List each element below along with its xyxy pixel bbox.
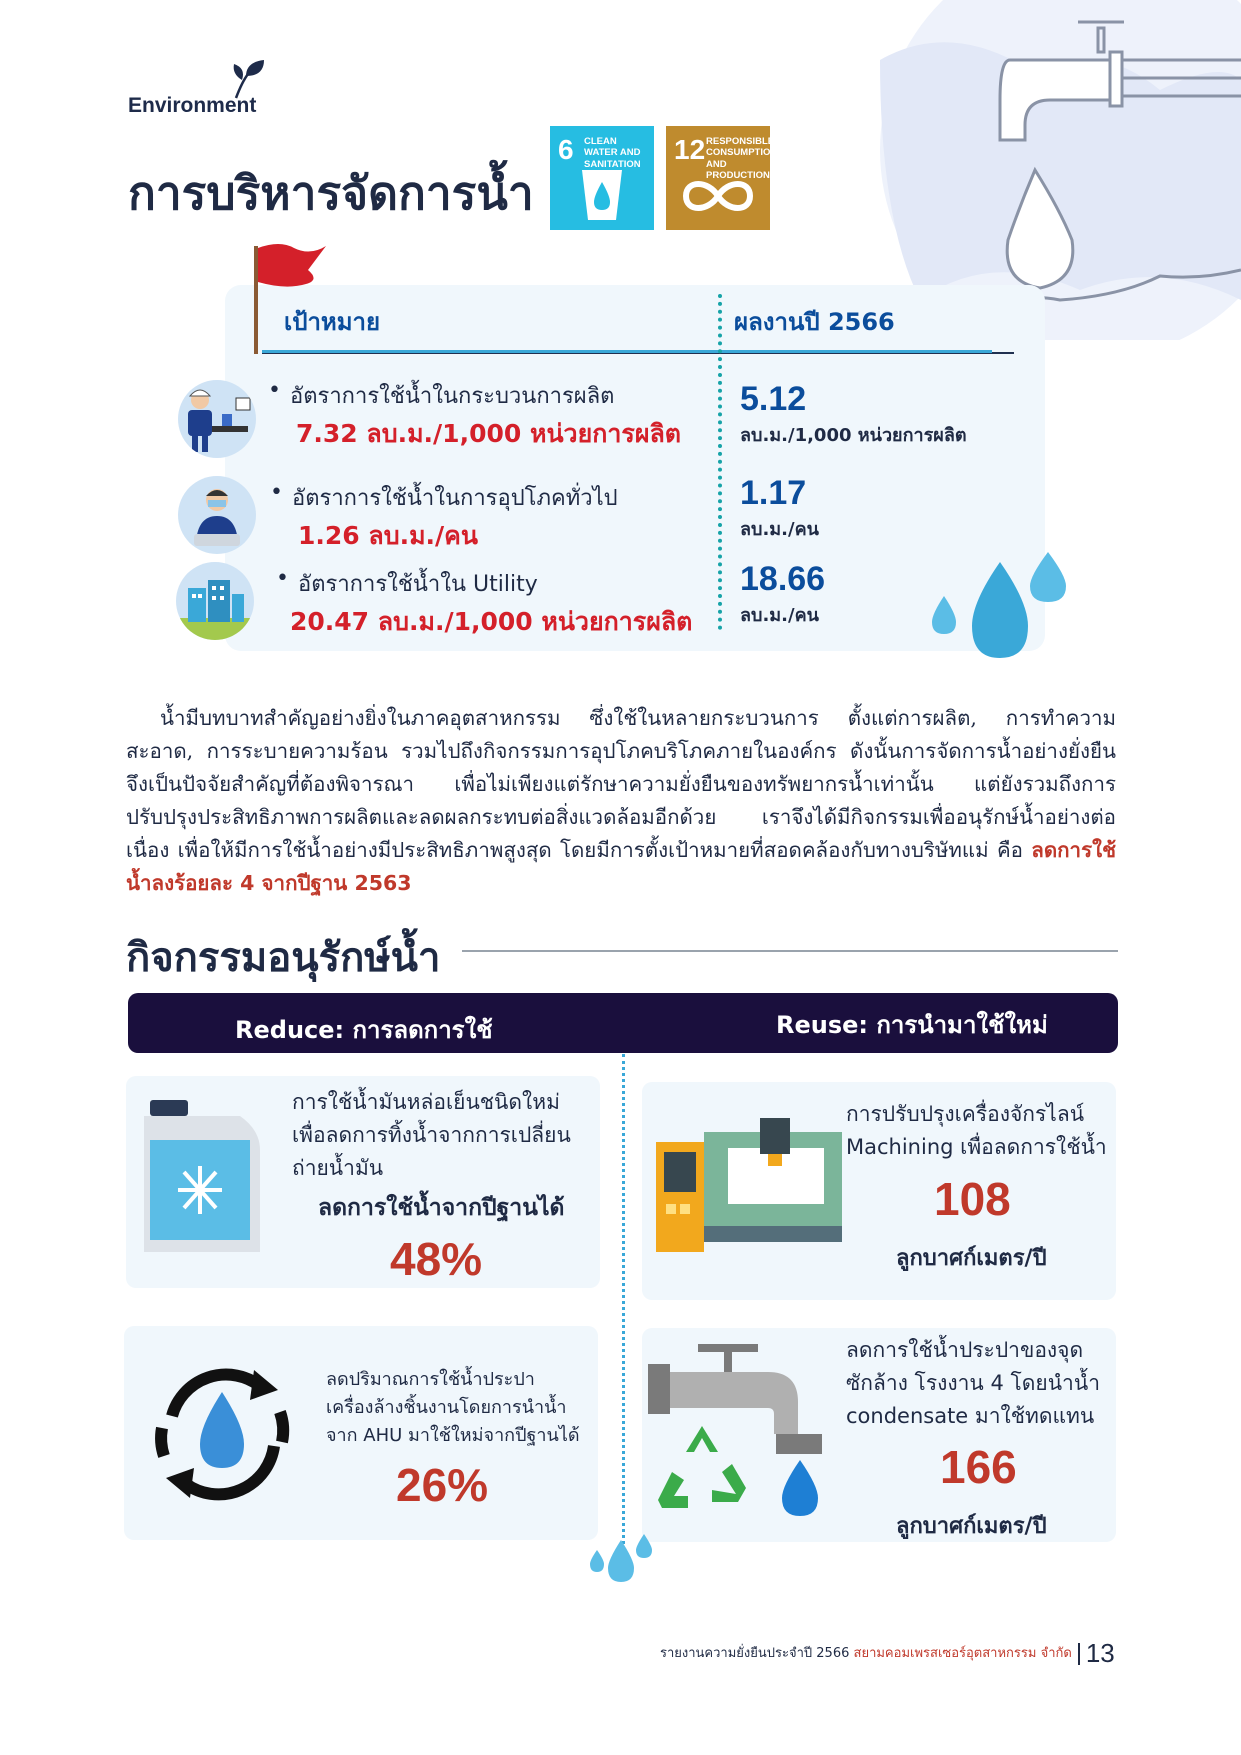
target-column-header: เป้าหมาย — [284, 308, 381, 336]
metric-label-utility: • อัตราการใช้น้ำใน Utility — [298, 566, 538, 601]
metric-result-production: 5.12 — [740, 380, 807, 418]
metric-target-production: 7.32 ลบ.ม./1,000 หน่วยการผลิต — [296, 419, 682, 448]
metric-result-unit-consumption: ลบ.ม./คน — [740, 519, 819, 540]
reduce-coolant-value: 48% — [390, 1233, 483, 1285]
reuse-condensate-text: ลดการใช้น้ำประปาของจุดซักล้าง โรงงาน 4 โดยนำน้ำ condensate มาใช้ทดแทน — [846, 1338, 1100, 1428]
activities-title: กิจกรรมอนุรักษ์น้ำ — [126, 935, 441, 981]
small-water-drops-icon — [588, 1534, 654, 1590]
reuse-machining-unit: ลูกบาศก์เมตร/ปี — [896, 1246, 1047, 1271]
metric-label-production: • อัตราการใช้น้ำในกระบวนการผลิต — [290, 378, 614, 413]
footer-company: สยามคอมเพรสเซอร์อุตสาหกรรม จำกัด — [853, 1646, 1072, 1661]
reuse-condensate-unit: ลูกบาศก์เมตร/ปี — [896, 1514, 1047, 1539]
section-tag: Environment — [128, 94, 257, 117]
reduce-coolant-subtitle: ลดการใช้น้ำจากปีฐานได้ — [318, 1195, 565, 1221]
activities-title-rule — [462, 950, 1118, 952]
footer-report: รายงานความยั่งยืนประจำปี 2566 — [660, 1646, 850, 1661]
intro-highlight: ลดการใช้น้ำลงร้อยละ 4 จากปีฐาน 2563 — [126, 838, 1116, 895]
sdg-6-label: CLEAN WATER AND SANITATION — [584, 136, 641, 170]
factory-worker-icon — [178, 380, 256, 458]
water-recycle-icon — [142, 1356, 302, 1516]
sdg-6-number: 6 — [558, 134, 574, 165]
header-divider-accent — [262, 350, 992, 353]
water-glass-icon — [580, 168, 624, 222]
reuse-machining-text: การปรับปรุงเครื่องจักรไลน์ Machining เพื่อลดการใช้น้ำ — [846, 1102, 1107, 1159]
reuse-heading: Reuse: การนำมาใช้ใหม่ — [776, 1011, 1048, 1039]
intro-paragraph — [126, 702, 1116, 900]
utility-building-icon — [176, 562, 254, 640]
tap-recycle-icon — [648, 1344, 828, 1528]
person-washing-icon — [178, 476, 256, 554]
reuse-condensate-value: 166 — [940, 1441, 1017, 1493]
page-title: การบริหารจัดการน้ำ — [128, 166, 534, 220]
metric-target-consumption: 1.26 ลบ.ม./คน — [298, 521, 478, 550]
result-column-header: ผลงานปี 2566 — [734, 308, 895, 336]
infinity-icon — [680, 176, 756, 216]
page-number: 13 — [1085, 1638, 1115, 1668]
metric-result-consumption: 1.17 — [740, 474, 807, 512]
reduce-coolant-text: การใช้น้ำมันหล่อเย็นชนิดใหม่เพื่อลดการทิ้งน้ำจากการเปลี่ยนถ่ายน้ำมัน — [292, 1090, 571, 1180]
water-drops-icon — [928, 552, 1074, 668]
sdg-6-badge — [550, 126, 654, 230]
metric-target-utility: 20.47 ลบ.ม./1,000 หน่วยการผลิต — [290, 607, 693, 636]
coolant-jug-icon — [140, 1100, 264, 1260]
reuse-machining-value: 108 — [934, 1173, 1011, 1225]
reduce-ahu-text: ลดปริมาณการใช้น้ำประปาเครื่องล้างชิ้นงานโดยการนำน้ำจาก AHU มาใช้ใหม่จากปีฐานได้ — [326, 1369, 580, 1446]
intro-text: น้ำมีบทบาทสำคัญอย่างยิ่งในภาคอุตสาหกรรม ซึ่งใช้ในหลายกระบวนการ ตั้งแต่การผลิต, การทำความสะอาด, การระบายความร้อน รวมไปถึงกิจกรรมการอุปโภคบริโภคภายในองค์กร ดังนั้นการจัดการน้ำอย่างยั่งยืนจึงเป็นปัจจัยสำคัญที่ต้องพิจารณา เพื่อไม่เพียงแต่รักษาความยั่งยืนของทรัพยากรน้ำเท่านั้น แต่ยังรวมถึงการปรับปรุงประสิทธิภาพการผลิตและลดผลกระทบต่อสิ่งแวดล้อมอีกด้วย เราจึงได้มีกิจกรรมเพื่ออนุรักษ์น้ำอย่างต่อเนื่อง เพื่อให้มีการใช้น้ำอย่างมีประสิทธิภาพสูงสุด โดยมีการตั้งเป้าหมายที่สอดคล้องกับทางบริษัทแม่ คือ — [126, 706, 1116, 862]
sdg-12-badge — [666, 126, 778, 230]
sdg-12-number: 12 — [674, 134, 706, 165]
footer — [660, 1638, 1115, 1669]
activities-center-divider — [622, 1054, 625, 1544]
reduce-heading: Reduce: การลดการใช้ — [235, 1016, 493, 1044]
sdg-12-label: RESPONSIBLE CONSUMPTION AND PRODUCTION — [706, 136, 778, 182]
metric-result-unit-utility: ลบ.ม./คน — [740, 605, 819, 626]
reduce-ahu-value: 26% — [396, 1459, 489, 1511]
footer-separator — [1078, 1643, 1080, 1665]
metric-label-consumption: • อัตราการใช้น้ำในการอุปโภคทั่วไป — [292, 480, 618, 515]
metric-result-utility: 18.66 — [740, 560, 826, 598]
column-divider — [718, 294, 722, 630]
cnc-machine-icon — [656, 1118, 842, 1258]
metric-result-unit-production: ลบ.ม./1,000 หน่วยการผลิต — [740, 425, 967, 446]
